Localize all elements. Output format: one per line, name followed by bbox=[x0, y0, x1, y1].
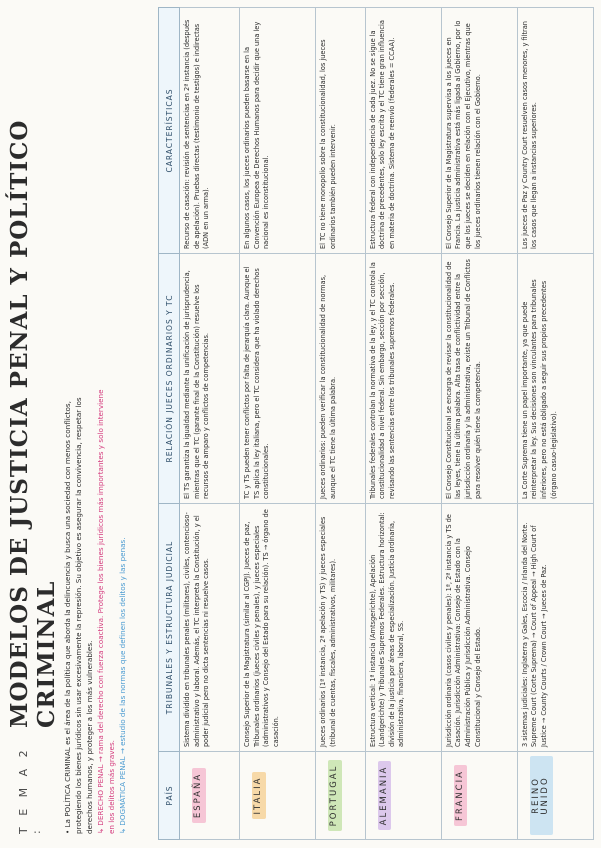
caracteristicas-cell: El TC no tiene monopolio sobre la constitucionalidad, los jueces ordinarios también pueden intervenir. bbox=[316, 8, 366, 254]
country-cell bbox=[517, 752, 593, 840]
country-tag: ITALIA bbox=[252, 772, 266, 820]
table-row bbox=[316, 8, 366, 840]
relacion-cell: TC y TS pueden tener conflictos por falta de jerarquía clara. Aunque el TS aplica la ley italiana, pero el TC considera que ha violado derechos constitucionales. bbox=[240, 254, 316, 504]
relacion-cell: Jueces ordinarios: pueden verificar la constitucionalidad de normas, aunque el TC tiene la última palabra. bbox=[316, 254, 366, 504]
country-tag: ALEMANIA bbox=[378, 761, 392, 831]
intro-line: ↳ DOGMÁTICA PENAL → estudio de las normas que definen los delitos y las penas. bbox=[118, 537, 127, 834]
tribunales-cell: Jueces ordinarios (1ª instancia, 2ª apelación y TS) y jueces especiales (tribunal de cuentas, fiscales, administrativos, militares). bbox=[316, 504, 366, 752]
caracteristicas-cell: En algunos casos, los jueces ordinarios pueden basarse en la Convención Europea de Derechos Humanos para decidir que una ley nacional es inconstitucional. bbox=[240, 8, 316, 254]
country-tag: ESPAÑA bbox=[192, 768, 206, 823]
caracteristicas-cell: El Consejo Superior de la Magistratura supervisa a los jueces en Francia. La justicia administrativa está más ligada al Gobierno, por lo que los jueces se deciden en relación con el Ejecutivo, mientras que los jueces ordinarios tienen relación con el Gobierno. bbox=[441, 8, 517, 254]
comparison-table-wrap bbox=[158, 8, 594, 840]
header-tribunales: TRIBUNALES Y ESTRUCTURA JUDICIAL bbox=[159, 504, 180, 752]
intro-line: protegiendo los bienes jurídicos sin usar excesivamente la represión. Su objetivo es asegurar la convivencia, respetar los bbox=[74, 397, 83, 834]
comparison-table bbox=[158, 7, 594, 840]
intro-line: derechos humanos, y proteger a los más vulnerables. bbox=[85, 640, 94, 834]
country-cell bbox=[316, 752, 366, 840]
caracteristicas-cell: Los jueces de Paz y Country Court resuelven casos menores, y filtran los casos que llegan a instancias superiores. bbox=[517, 8, 593, 254]
table-row bbox=[365, 8, 441, 840]
country-cell bbox=[365, 752, 441, 840]
tribunales-cell: Jurisdicción ordinaria (casos civiles y penales): 1ª, 2ª instancia y TS de Casación. Jurisdicción Administrativa: Consejo de Estado con la Administración Pública y Jurisdicción Administrativa. Consejo Constitucional y Consejo del Estado. bbox=[441, 504, 517, 752]
header-caracteristicas: CARACTERÍSTICAS bbox=[159, 8, 180, 254]
country-tag: REINO UNIDO bbox=[530, 756, 553, 835]
table-row bbox=[240, 8, 316, 840]
relacion-cell: El TS garantiza la igualdad mediante la unificación de jurisprudencia, mientras que el TC (garante final de la Constitución) resuelve los recursos de amparo y conflictos de competencias. bbox=[180, 254, 240, 504]
tema-label: T E M A 2 : bbox=[17, 746, 43, 834]
table-header-row bbox=[159, 8, 180, 840]
header-pais: PAÍS bbox=[159, 752, 180, 840]
tribunales-cell: Estructura vertical: 1ª instancia (Amtsgerichte), Apelación (Landgerichte) y Tribunales Supremos Federales. Estructura horizontal: división de la justicia por áreas de especialización. Justicia ordinaria, administrativa, financiera, laboral, SS. bbox=[365, 504, 441, 752]
header bbox=[6, 14, 156, 834]
tribunales-cell: 3 sistemas judiciales: Inglaterra y Gales, Escocia / Irlanda del Norte. Supreme Court (Corte Suprema) → Court of Appeal → High Court of Justice → County Courts / Crown Court → Jueces de Paz. bbox=[517, 504, 593, 752]
title-row bbox=[6, 14, 60, 834]
country-tag: PORTUGAL bbox=[328, 760, 342, 832]
tribunales-cell: Consejo Superior de la Magistratura (similar al CGPJ). Jueces de paz, Tribunales ordinarios (jueces civiles y penales), y jueces especiales (administrativos y Consejo del Estado para su relación). TS → órgano de casación. bbox=[240, 504, 316, 752]
relacion-cell: La Corte Suprema tiene un papel importante, ya que puede reinterpretar la ley. Sus decisiones son vinculantes para tribunales inferiores, pero no está obligado a seguir sus propios precedentes (órgano casuo-legislativo). bbox=[517, 254, 593, 504]
intro-text bbox=[62, 14, 128, 834]
country-tag: FRANCIA bbox=[454, 765, 468, 826]
caracteristicas-cell: Recurso de casación: revisión de sentencias en 2ª instancia (después de apelación). Pruebas directas (testimonio de testigos) e indirectas (ADN en un arma). bbox=[180, 8, 240, 254]
country-cell bbox=[240, 752, 316, 840]
country-cell bbox=[180, 752, 240, 840]
table-row bbox=[517, 8, 593, 840]
intro-line: • La POLÍTICA CRIMINAL es el área de la política que aborda la delincuencia y busca una sociedad con menos conflictos, bbox=[63, 401, 72, 834]
table-row bbox=[180, 8, 240, 840]
table-row bbox=[441, 8, 517, 840]
country-cell bbox=[441, 752, 517, 840]
page-title: MODELOS DE JUSTICIA PENAL Y POLÍTICO CRIMINAL bbox=[6, 119, 60, 728]
intro-line: en los delitos más graves. bbox=[107, 740, 116, 834]
caracteristicas-cell: Estructura federal con independencia de cada juez. No se sigue la doctrina de precedentes, solo ley escrita y el TC tiene gran influencia en materia de doctrina. Sistema de reenvío (federales = CCAA). bbox=[365, 8, 441, 254]
tribunales-cell: Sistema dividido en tribunales penales (militares), civiles, contencioso-administrativo y laboral. Además, el TC interpreta la Constitución, y el poder judicial pero no dicta sentencias ni resuelve casos. bbox=[180, 504, 240, 752]
relacion-cell: Tribunales federales controlan la normativa de la ley, y el TC controla la constitucionalidad a nivel federal. Sin embargo, sección por sección, revisando las sentencias entre los tribunales supremos federales. bbox=[365, 254, 441, 504]
header-relacion: RELACIÓN JUECES ORDINARIOS Y TC bbox=[159, 254, 180, 504]
intro-line: ↳ DERECHO PENAL → rama del derecho con fuerza coactiva. Protege los bienes jurídicos más importantes y solo interviene bbox=[96, 389, 105, 834]
relacion-cell: El Consejo Constitucional se encarga de revisar la constitucionalidad de las leyes, tiene la última palabra. Alta tasa de conflictividad entre la jurisdicción ordinaria y la administrativa, existe un Tribunal de Conflictos para resolver quién tiene la competencia. bbox=[441, 254, 517, 504]
